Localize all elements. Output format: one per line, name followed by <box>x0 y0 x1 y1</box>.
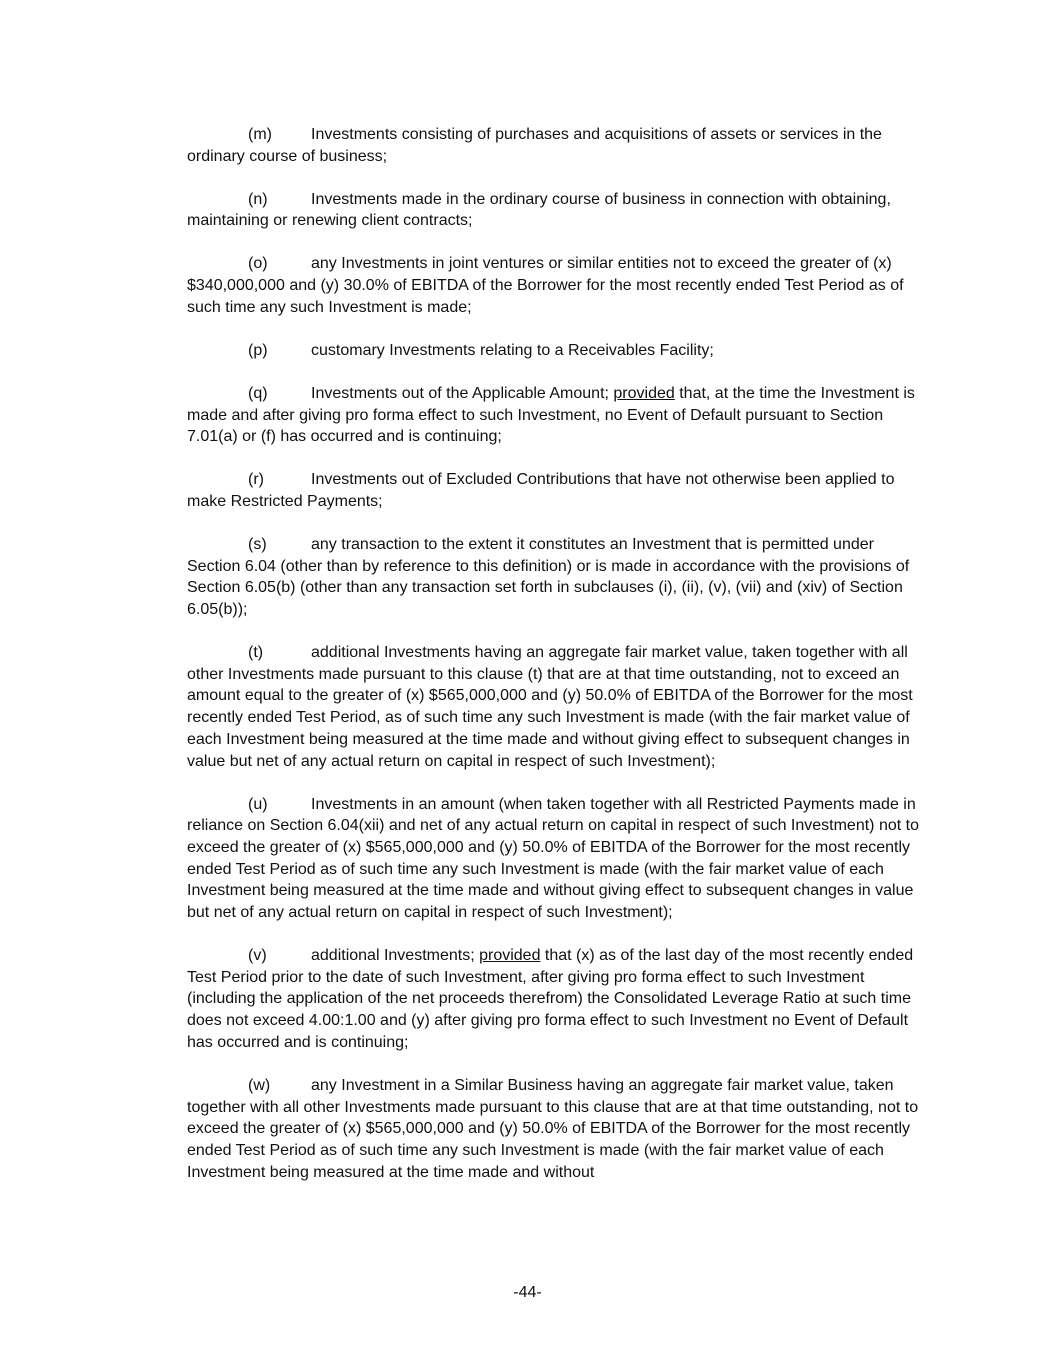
clause-label: (u) <box>248 795 268 813</box>
document-page <box>187 124 920 1205</box>
clause-label: (r) <box>248 471 264 489</box>
clause-label: (w) <box>248 1076 271 1094</box>
clause-text: customary Investments relating to a Receivables Facility; <box>311 341 714 359</box>
clause-text-after: that (x) as of the last day of the most recently ended Test Period prior to the date of such Investment, after giving pro forma effect to such Investment (including the application of the net proceeds therefrom) the Consolidated Leverage Ratio at such time does not exceed 4.00:1.00 and (y) after giving pro forma effect to such Investment no Event of Default has occurred and is continuing; <box>187 947 914 1051</box>
clause-label: (o) <box>248 255 268 273</box>
clause-text-before: Investments out of the Applicable Amount; <box>311 384 614 402</box>
clause-text: Investments made in the ordinary course of business in connection with obtaining, maintaining or renewing client contracts; <box>187 190 891 230</box>
clause-label: (n) <box>248 190 268 208</box>
clause-label: (m) <box>248 126 272 143</box>
clause-text: any Investment in a Similar Business having an aggregate fair market value, taken together with all other Investments made pursuant to this clause that are at that time outstanding, not to exceed the greater of (x) $565,000,000 and (y) 50.0% of EBITDA of the Borrower for the most recently ended Test Period as of such time any such Investment is made (with the fair market value of each Investment being measured at the time made and without <box>187 1076 919 1181</box>
clause-text: any transaction to the extent it constitutes an Investment that is permitted under Section 6.04 (other than by reference to this definition) or is made in accordance with the provisions of Section 6.05(b) (other than any transaction set forth in subclauses (i), (ii), (v), (vii) and (xiv) of Section 6.05(b)); <box>187 535 910 619</box>
clause-q <box>187 383 920 448</box>
clause-text-before: additional Investments; <box>311 947 480 965</box>
clause-label: (v) <box>248 947 267 965</box>
clause-label: (t) <box>248 644 264 662</box>
clause-m <box>187 124 920 167</box>
provided-underlined: provided <box>479 947 541 965</box>
clause-label: (s) <box>248 535 267 553</box>
clause-label: (q) <box>248 384 268 402</box>
page-number: -44- <box>513 1284 542 1301</box>
clause-text: Investments in an amount (when taken together with all Restricted Payments made in reliance on Section 6.04(xii) and net of any actual return on capital in respect of such Investment) not to exceed the greater of (x) $565,000,000 and (y) 50.0% of EBITDA of the Borrower for the most recently ended Test Period as of such time any such Investment is made (with the fair market value of each Investment being measured at the time made and without giving effect to subsequent changes in value but net of any actual return on capital in respect of such Investment); <box>187 795 919 922</box>
clause-text: additional Investments having an aggregate fair market value, taken together with all other Investments made pursuant to this clause (t) that are at that time outstanding, not to exceed an amount equal to the greater of (x) $565,000,000 and (y) 50.0% of EBITDA of the Borrower for the most recently ended Test Period, as of such time any such Investment is made (with the fair market value of each Investment being measured at the time made and without giving effect to subsequent changes in value but net of any actual return on capital in respect of such Investment); <box>187 644 913 770</box>
clause-t <box>187 642 920 772</box>
clause-p <box>187 340 920 362</box>
clause-n <box>187 189 920 232</box>
clause-s <box>187 534 920 621</box>
clause-text: Investments consisting of purchases and acquisitions of assets or services in the ordinary course of business; <box>187 126 882 165</box>
clause-text: any Investments in joint ventures or similar entities not to exceed the greater of (x) $340,000,000 and (y) 30.0% of EBITDA of the Borrower for the most recently ended Test Period as of such time any such Investment is made; <box>187 255 904 316</box>
clause-text: Investments out of Excluded Contributions that have not otherwise been applied to make Restricted Payments; <box>187 471 895 510</box>
clause-v <box>187 945 920 1054</box>
clause-r <box>187 469 920 512</box>
clause-u <box>187 794 920 924</box>
clause-label: (p) <box>248 341 268 359</box>
clause-text-after: that, at the time the Investment is made and after giving pro forma effect to such Investment, no Event of Default pursuant to Section 7.01(a) or (f) has occurred and is continuing; <box>187 384 915 446</box>
clause-w <box>187 1075 920 1184</box>
clause-o <box>187 253 920 318</box>
provided-underlined: provided <box>613 384 675 402</box>
